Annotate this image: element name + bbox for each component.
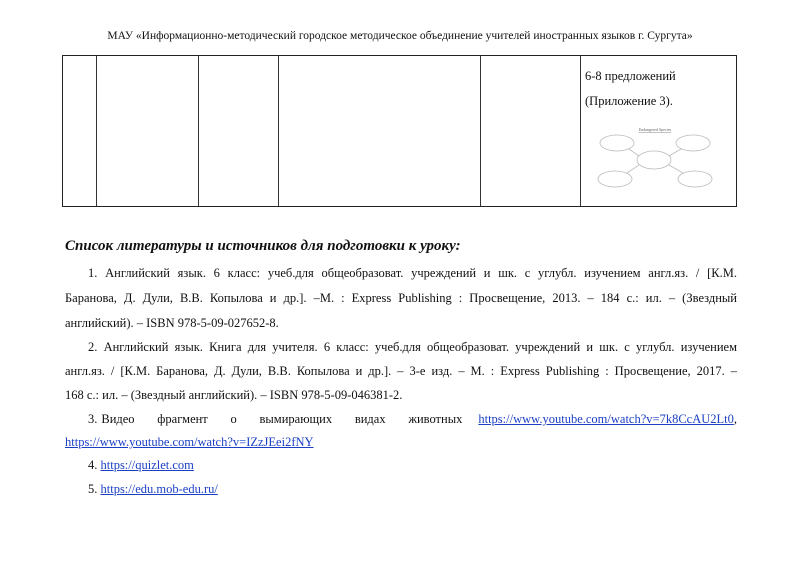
table-divider xyxy=(580,56,581,206)
reference-4-line xyxy=(88,458,737,473)
reference-2-line xyxy=(88,340,737,355)
ref-text: Английский язык. 6 класс: учеб.для общеобразоват. учреждений и шк. с углубл. изучением англ.яз. / [К.М. xyxy=(105,266,737,280)
reference-2-line: англ.яз. / [К.М. Баранова, Д. Дули, В.В. Копылова и др.]. – 3-е изд. – М. : Express Publishing : Просвещение, 2017. – xyxy=(65,364,737,378)
ref-text: Видео фрагмент о вымирающих видах животных xyxy=(101,412,463,426)
quizlet-link[interactable]: https://quizlet.com xyxy=(100,458,194,472)
cell-text: (Приложение 3). xyxy=(585,94,673,108)
reference-1-line: Баранова, Д. Дули, В.В. Копылова и др.]. –М. : Express Publishing : Просвещение, 2013. – 184 с.: ил. – (Звездный xyxy=(65,291,737,305)
page-header: МАУ «Информационно-методический городское методическое объединение учителей иностранных языков г. Сургута» xyxy=(107,30,693,42)
reference-1-line: английский). – ISBN 978-5-09-027652-8. xyxy=(65,316,279,330)
reference-3-line xyxy=(88,412,737,427)
edu-mob-link[interactable]: https://edu.mob-edu.ru/ xyxy=(100,482,218,496)
table-divider xyxy=(96,56,97,206)
youtube-link-2[interactable]: https://www.youtube.com/watch?v=IZzJEei2fNY xyxy=(65,435,314,449)
mind-map-diagram xyxy=(595,123,715,198)
ref-text: Английский язык. Книга для учителя. 6 класс: учеб.для общеобразоват. учреждений и шк. с углубл. изучением xyxy=(103,340,738,354)
cell-text: 6-8 предложений xyxy=(585,69,676,83)
reference-1-line xyxy=(88,266,737,281)
ref-number: 3. xyxy=(88,412,98,426)
ref-number: 4. xyxy=(88,458,98,472)
reference-3-line xyxy=(65,435,737,450)
references-heading: Список литературы и источников для подготовки к уроку: xyxy=(65,238,461,254)
table-divider xyxy=(480,56,481,206)
table-divider xyxy=(278,56,279,206)
ref-number: 2. xyxy=(88,340,98,354)
youtube-link-1[interactable]: https://www.youtube.com/watch?v=7k8CcAU2Lt0 xyxy=(478,412,734,426)
table-divider xyxy=(198,56,199,206)
reference-2-line: 168 с.: ил. – (Звездный английский). – ISBN 978-5-09-046381-2. xyxy=(65,388,403,402)
ref-number: 5. xyxy=(88,482,98,496)
ref-number: 1. xyxy=(88,266,98,280)
diagram-title: Endangered Species xyxy=(638,127,672,132)
comma: , xyxy=(733,412,737,426)
reference-5-line xyxy=(88,482,737,497)
